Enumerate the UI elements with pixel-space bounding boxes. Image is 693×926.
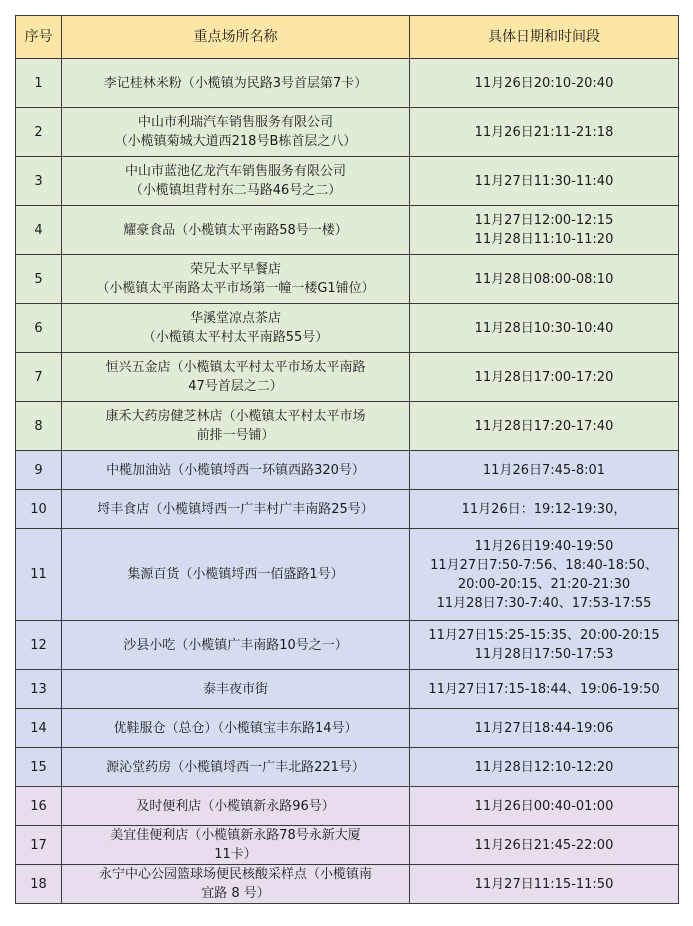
- place-name-cell: [62, 826, 410, 865]
- place-name-cell: [62, 529, 410, 621]
- time-period-cell: [410, 108, 679, 157]
- time-period-line: 11月27日7:50-7:56、18:40-18:50、: [430, 557, 658, 573]
- row-number: 3: [16, 157, 62, 206]
- time-period-cell: [410, 621, 679, 670]
- row-number: 4: [16, 206, 62, 255]
- table-header-row: [16, 16, 679, 59]
- place-name-line: 中山市蓝池亿龙汽车销售服务有限公司: [124, 164, 346, 179]
- row-number: 15: [16, 748, 62, 787]
- time-period-line: 11月28日17:50-17:53: [474, 647, 614, 662]
- place-name-line: （小榄镇坦背村东二马路46号之二）: [129, 183, 342, 198]
- row-number: 7: [16, 353, 62, 402]
- time-period-cell: [410, 402, 679, 451]
- place-name-line: 泰丰夜市街: [202, 681, 268, 697]
- place-name-line: （小榄镇菊城大道西218号B栋首层之八）: [114, 134, 357, 149]
- table-row: [16, 255, 679, 304]
- table-row: [16, 865, 679, 904]
- time-period-cell: [410, 206, 679, 255]
- time-period-cell: [410, 490, 679, 529]
- time-period-line: 11月28日11:10-11:20: [474, 232, 614, 247]
- time-period-cell: [410, 304, 679, 353]
- place-name-line: 中榄加油站（小榄镇埒西一环镇西路320号）: [106, 462, 365, 478]
- time-period-line: 11月26日20:10-20:40: [474, 75, 614, 91]
- table-row: [16, 826, 679, 865]
- time-period-cell: [410, 157, 679, 206]
- time-period-line: 20:00-20:15、21:20-21:30: [457, 576, 631, 592]
- place-name-cell: [62, 402, 410, 451]
- time-period-line: 11月28日10:30-10:40: [474, 320, 614, 336]
- table-row: [16, 108, 679, 157]
- place-name-cell: [62, 709, 410, 748]
- time-period-line: 11月27日11:30-11:40: [474, 173, 614, 189]
- time-period-cell: [410, 826, 679, 865]
- time-period-line: 11月28日7:30-7:40、17:53-17:55: [436, 595, 652, 611]
- place-name-cell: [62, 255, 410, 304]
- place-name-cell: [62, 59, 410, 108]
- table-row: [16, 59, 679, 108]
- header-no: 序号: [16, 16, 62, 59]
- time-period-line: 11月27日12:00-12:15: [474, 213, 614, 228]
- time-period-line: 11月27日17:15-18:44、19:06-19:50: [428, 681, 660, 697]
- row-number: 5: [16, 255, 62, 304]
- time-period-line: 11月28日17:00-17:20: [474, 369, 614, 385]
- row-number: 10: [16, 490, 62, 529]
- time-period-line: 11月27日18:44-19:06: [474, 720, 614, 736]
- table-row: [16, 529, 679, 621]
- place-name-cell: [62, 451, 410, 490]
- place-name-line: （小榄镇太平南路太平市场第一幢一楼G1铺位）: [96, 281, 375, 296]
- header-time: 具体日期和时间段: [410, 16, 679, 59]
- time-period-line: 11月26日21:11-21:18: [474, 124, 614, 140]
- place-name-line: 永宁中心公园篮球场便民核酸采样点（小榄镇南: [98, 867, 372, 882]
- time-period-cell: [410, 709, 679, 748]
- time-period-line: 11月27日15:25-15:35、20:00-20:15: [428, 628, 660, 643]
- row-number: 1: [16, 59, 62, 108]
- row-number: 13: [16, 670, 62, 709]
- place-name-cell: [62, 353, 410, 402]
- header-place: 重点场所名称: [62, 16, 410, 59]
- row-number: 6: [16, 304, 62, 353]
- place-name-line: 中山市利瑞汽车销售服务有限公司: [137, 115, 333, 130]
- place-name-cell: [62, 865, 410, 904]
- place-name-line: 恒兴五金店（小榄镇太平村太平市场太平南路: [105, 360, 366, 375]
- place-name-cell: [62, 748, 410, 787]
- place-name-line: 源沁堂药房（小榄镇埒西一广丰北路221号）: [106, 759, 365, 775]
- time-period-cell: [410, 748, 679, 787]
- time-period-cell: [410, 670, 679, 709]
- place-name-cell: [62, 304, 410, 353]
- table-row: [16, 748, 679, 787]
- row-number: 18: [16, 865, 62, 904]
- place-name-line: 华溪堂凉点茶店: [189, 311, 281, 326]
- place-name-line: 及时便利店（小榄镇新永路96号）: [136, 798, 335, 814]
- place-name-cell: [62, 157, 410, 206]
- table-body: [16, 59, 679, 904]
- place-name-cell: [62, 206, 410, 255]
- place-name-line: 埒丰食店（小榄镇埒西一广丰村广丰南路25号）: [97, 501, 374, 517]
- time-period-cell: [410, 529, 679, 621]
- time-period-line: 11月26日00:40-01:00: [474, 798, 614, 814]
- place-name-line: 宜路 8 号）: [201, 886, 270, 901]
- time-period-line: 11月28日12:10-12:20: [474, 759, 614, 775]
- place-name-line: 李记桂林米粉（小榄镇为民路3号首层第7卡）: [103, 75, 368, 91]
- time-period-cell: [410, 865, 679, 904]
- time-period-line: 11月26日：19:12-19:30，: [461, 501, 627, 517]
- time-period-line: 11月27日11:15-11:50: [474, 876, 614, 892]
- time-period-cell: [410, 59, 679, 108]
- place-name-cell: [62, 787, 410, 826]
- row-number: 16: [16, 787, 62, 826]
- place-name-line: 美宜佳便利店（小榄镇新永路78号永新大厦: [110, 828, 361, 843]
- table-row: [16, 353, 679, 402]
- place-name-line: 前排一号铺）: [196, 428, 275, 443]
- row-number: 17: [16, 826, 62, 865]
- table-row: [16, 157, 679, 206]
- place-name-cell: [62, 490, 410, 529]
- time-period-line: 11月28日08:00-08:10: [474, 271, 614, 287]
- table-row: [16, 402, 679, 451]
- time-period-line: 11月26日7:45-8:01: [482, 462, 606, 478]
- time-period-line: 11月28日17:20-17:40: [474, 418, 614, 434]
- place-name-cell: [62, 108, 410, 157]
- time-period-cell: [410, 787, 679, 826]
- time-period-cell: [410, 353, 679, 402]
- places-table: [15, 15, 679, 904]
- row-number: 11: [16, 529, 62, 621]
- time-period-line: 11月26日19:40-19:50: [474, 538, 614, 554]
- row-number: 12: [16, 621, 62, 670]
- place-name-line: 47号首层之二）: [188, 379, 283, 394]
- place-name-line: 11卡）: [214, 847, 257, 862]
- table-row: [16, 451, 679, 490]
- table-row: [16, 206, 679, 255]
- row-number: 9: [16, 451, 62, 490]
- place-name-cell: [62, 621, 410, 670]
- table-row: [16, 304, 679, 353]
- table-row: [16, 670, 679, 709]
- time-period-cell: [410, 451, 679, 490]
- row-number: 14: [16, 709, 62, 748]
- table-row: [16, 709, 679, 748]
- table-row: [16, 490, 679, 529]
- place-name-line: 康禾大药房健芝林店（小榄镇太平村太平市场: [105, 409, 366, 424]
- time-period-cell: [410, 255, 679, 304]
- place-name-cell: [62, 670, 410, 709]
- place-name-line: （小榄镇太平村太平南路55号）: [142, 330, 329, 345]
- place-name-line: 优鞋服仓（总仓）（小榄镇宝丰东路14号）: [113, 720, 358, 736]
- place-name-line: 沙县小吃（小榄镇广丰南路10号之一）: [123, 637, 348, 653]
- time-period-line: 11月26日21:45-22:00: [474, 837, 614, 853]
- place-name-line: 荣兄太平早餐店: [189, 262, 281, 277]
- row-number: 8: [16, 402, 62, 451]
- row-number: 2: [16, 108, 62, 157]
- table-row: [16, 621, 679, 670]
- table-row: [16, 787, 679, 826]
- place-name-line: 集源百货（小榄镇埒西一佰盛路1号）: [127, 567, 344, 582]
- place-name-line: 耀豪食品（小榄镇太平南路58号一楼）: [123, 222, 348, 238]
